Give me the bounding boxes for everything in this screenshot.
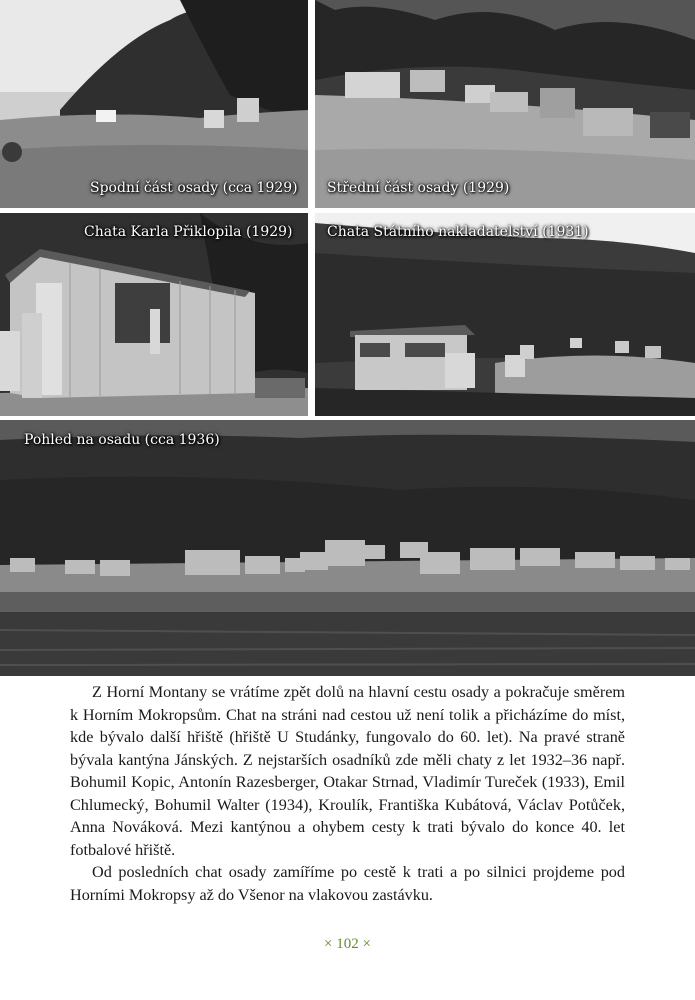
photo-settlement-panorama-caption: Pohled na osadu (cca 1936)	[24, 432, 220, 448]
photo-karel-priklopil-cottage-image	[0, 213, 308, 416]
photo-settlement-panorama-image	[0, 420, 695, 676]
photo-state-publishing-cottage	[315, 213, 695, 416]
photo-lower-settlement-caption: Spodní část osady (cca 1929)	[90, 180, 298, 196]
photo-middle-settlement-caption: Střední část osady (1929)	[327, 180, 510, 196]
photo-karel-priklopil-cottage-caption: Chata Karla Přiklopila (1929)	[84, 224, 293, 240]
paragraph-1: Z Horní Montany se vrátíme zpět dolů na hlavní cestu osady a pokračuje směrem k Horním Mokropsům. Chat na stráni nad cestou už není tolik a přicházíme do míst, kde bývalo další hřiště (hřiště U Studánky, fungovalo do 60. let). Na pravé straně bývala kantýna Jánských. Z nejstarších osadníků zde měli chaty z let 1932–36 např. Bohumil Kopic, Antonín Razesberger, Otakar Strnad, Vladimír Tureček (1933), Emil Chlumecký, Bohumil Walter (1934), Kroulík, Františka Kubátová, Václav Potůček, Anna Nováková. Mezi kantýnou a ohybem cesty k trati bývalo do konce 40. let fotbalové hřiště.	[70, 683, 625, 859]
photo-state-publishing-cottage-caption: Chata Státního nakladatelství (1931)	[327, 224, 589, 240]
photo-state-publishing-cottage-image	[315, 213, 695, 416]
photo-lower-settlement	[0, 0, 308, 208]
photo-middle-settlement-image	[315, 0, 695, 208]
photo-karel-priklopil-cottage	[0, 213, 308, 416]
body-text	[70, 681, 625, 906]
photo-settlement-panorama	[0, 420, 695, 676]
photo-lower-settlement-image	[0, 0, 308, 208]
photo-middle-settlement	[315, 0, 695, 208]
paragraph-2: Od posledních chat osady zamíříme po cestě k trati a po silnici projdeme pod Horními Mokropsy až do Všenor na vlakovou zastávku.	[70, 863, 625, 904]
page-number: × 102 ×	[324, 936, 371, 952]
